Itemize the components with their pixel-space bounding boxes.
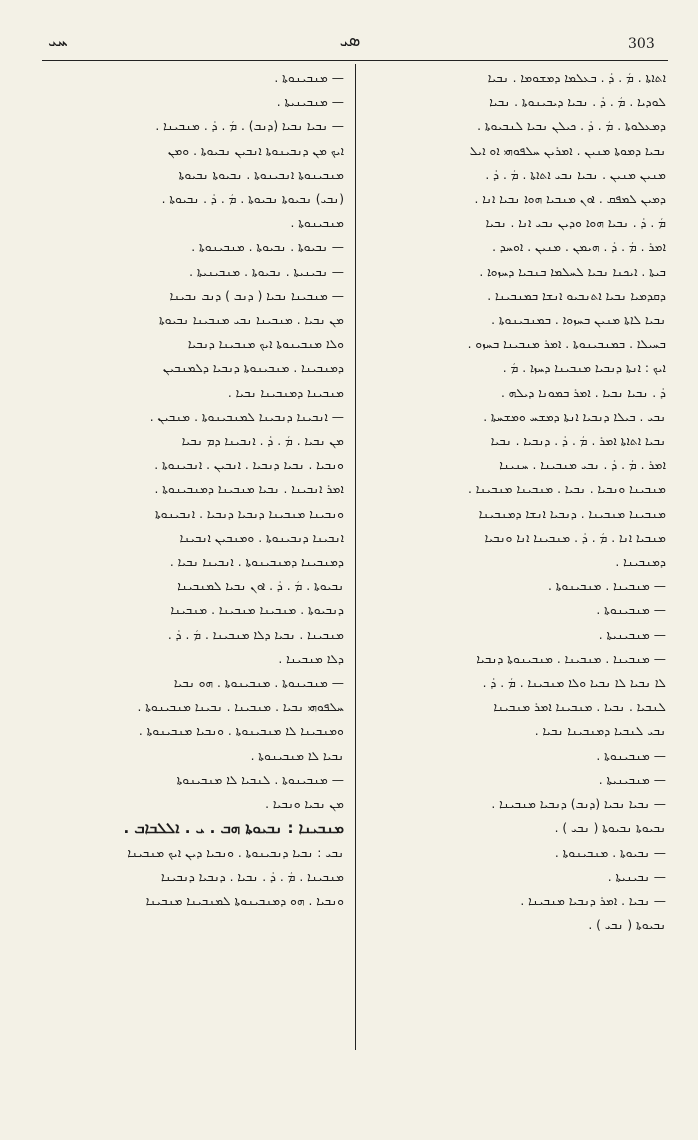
running-head-center: ܣܝ xyxy=(339,30,361,51)
text-line: — ܢܒܝܘܬܐ . ܡܢܒܝܢܘܬܐ . xyxy=(554,845,666,860)
text-line: — ܡܢܒܝܢܝܬܐ . xyxy=(276,95,344,110)
text-line: — ܡܢܒܝܢܐ . ܡܢܒܝܢܐ . ܡܢܒܝܢܘܬܐ ܕܢܒܝܐ xyxy=(476,651,666,666)
text-line: ܡܢܒܝܢܐ . ܡܿ . ܕ̇ . ܢܒܝܐ . ܕܢܒܝܐ ܕܢܒܝܢܐ xyxy=(160,869,344,884)
text-line: ܕܠܐ ܡܢܒܝܢܐ . xyxy=(278,651,344,666)
text-line: ܘܢܒܝܐ . ܢܒܝܐ ܕܢܒܝܐ . ܐܢܒܝܢ . ܐܢܒܝܢܘܬܐ . xyxy=(154,458,344,473)
text-line: ܡܢܝܢ ܡܢܝܢ . ܢܒܝܐ ܢܒܝ ܐܬܐܬܐ . ܡܿ . ܕ̇ . xyxy=(485,167,666,182)
text-line: — ܢܒܝܐ ܢܒܝܐ (ܕܢܒ) ܕܢܒܝܐ ܡܢܒܝܢܐ . xyxy=(491,797,666,812)
text-line: ܕܡܢܒܝܢܐ ܕܡܢܒܝܢܘܬܐ . ܐܢܒܝܢܐ ܢܒܝܐ . xyxy=(169,555,344,570)
text-line: ܡܢ ܢܒܝܐ . ܡܢܒܝܢܐ ܢܒܝ ܡܢܒܝܢܐ ܢܒܝܘܬܐ xyxy=(158,313,344,328)
text-line: ܕܡܢܒܝܢܐ . xyxy=(615,555,666,570)
text-line: ܡܿ . ܕ̇ . ܢܒܝܐ ܗܘܐ ܘܕܝܢ ܢܒܝ ܐܢܐ . ܢܒܝܐ xyxy=(485,216,666,231)
text-line: ܢܒܝܐ ܐܬܐܬܐ ܐܡܪ . ܡܿ . ܕ̇ . ܕܢܒܝܐ . ܢܒܝܐ xyxy=(490,434,666,449)
text-line: ܡܢܒܝܢܐ . ܢܒܝܐ ܕܠܐ ܡܢܒܝܢܐ . ܡܿ . ܕ̇ . xyxy=(167,627,344,642)
text-line: ܐܡܪ . ܡܿ . ܕ̇ . ܢܒܝ ܡܢܒܝܢܐ . ܚܢܝܢܐ xyxy=(499,458,666,473)
text-line: ܢܒܝ ܠܢܒܝܐ ܕܡܢܒܝܢܐ ܢܒܝܐ . xyxy=(534,724,666,739)
left-column xyxy=(44,66,344,1056)
column-divider xyxy=(355,64,356,1050)
text-line: — ܡܢܒܝܢܘܬܐ . xyxy=(274,71,344,85)
text-line: ܐܢܒܝܢܐ ܕܢܒܝܢܘܬܐ . ܘܡܢܒܝܢ ܐܢܒܝܢܐ xyxy=(179,530,344,545)
text-line: — ܡܢܒܝܢܝܬܐ . xyxy=(598,627,666,642)
text-line: ܕܡܢܒܝܢܐ . ܡܢܒܝܢܘܬܐ ܕܢܒܝܐ ܕܠܡܢܒܝܢ xyxy=(162,361,344,376)
text-line: — ܢܒܝܐ . ܐܡܪ ܕܢܒܝܐ ܡܢܒܝܢܐ . xyxy=(520,893,666,908)
text-line: ܕܡܥܠܘܬܐ . ܡܿ . ܕ̇ . ܟܝܠܢ ܢܒܝܐ ܠܢܒܝܘܬܐ . xyxy=(477,119,666,134)
text-line: ܐܡܪ ܐܢܒܝܢܐ . ܢܒܝܐ ܡܢܒܝܢܐ ܕܡܢܒܝܢܘܬܐ . xyxy=(154,482,344,497)
header-rule xyxy=(42,60,668,61)
text-line: — ܢܒܝܢܝܬܐ . xyxy=(607,869,666,884)
running-head-left: ܚܝ xyxy=(48,30,68,51)
text-line: ܚܠܦܘܗܝ ܢܒܝܐ . ܡܢܒܝܢܐ . ܢܒܝܢܐ ܡܢܒܝܢܘܬܐ . xyxy=(137,700,344,715)
text-line: — ܡܢܒܝܢܐ ܢܒܝܐ ( ܕܢܒ ) ܕܢܒ ܢܒܝܢܐ xyxy=(169,288,344,303)
text-line: — ܢܒܝܐ ܢܒܝܐ (ܕܢܒ) . ܡܿ . ܕ̇ . ܡܢܒܝܢܐ . xyxy=(155,119,344,134)
text-line: — ܡܢܒܝܢܘܬܐ . xyxy=(596,748,666,763)
text-line: ܢܒܝ . ܒܝܠܐ ܕܢܒܝܐ ܐܢܬܐ ܕܡܫܚ ܘܡܫܚܬܐ . xyxy=(483,409,666,424)
text-line: ܠܘܕܝܐ . ܡܿ . ܕ̇ . ܢܒܝܐ ܕܝܒܝܢܘܬܐ . ܢܒܝܐ xyxy=(489,95,666,110)
text-line: — ܢܒܝܢܝܬܐ . ܢܒܝܘܬܐ . ܡܢܒܝܢܝܬܐ . xyxy=(189,264,344,279)
text-line: ܢܒܝܘܬܐ . ܡܿ . ܕ̇ . ܐܘܢ ܢܒܝܐ ܠܡܢܒܝܢܐ xyxy=(177,579,344,594)
text-line: ܢܒܝ : ܢܒܝܐ ܕܢܒܝܢܘܬܐ . ܘܢܒܝܐ ܕܝܢ ܐܝܟ ܡܢܒܝܢܐ xyxy=(127,845,344,860)
text-line: — ܡܢܒܝܢܘܬܐ . ܡܢܒܝܢܘܬܐ . ܗܘ ܢܒܝܐ xyxy=(173,676,344,691)
text-line: ܢܒܝܐ ܕܡܘܬܐ ܡܢܝܢ . ܐܡܪܝܢ ܚܠܦܘܗܝ ܐܘ ܐܝܠ xyxy=(469,143,666,158)
text-line: (ܢܒܝ) ܢܒܝܘܬܐ ܢܒܝܘܬܐ . ܡܿ . ܕ̇ . ܢܒܝܘܬܐ . xyxy=(161,192,344,207)
text-line: ܡܢܒܝܢܘܬܐ . xyxy=(290,216,344,231)
text-line: ܢܒܝܘܬܐ ( ܢܒܝ ) . xyxy=(588,918,666,933)
right-column xyxy=(370,66,666,1056)
text-line: ܐܝܟ ܡܢ ܕܢܒܝܢܘܬܐ ܐܢܒܝܢ ܢܒܝܘܬܐ . ܘܡܢ xyxy=(167,143,344,158)
text-line: ܘܢܒܝܢܐ ܡܢܒܝܢܐ ܕܢܒܝܐ ܕܢܒܝܐ . ܐܢܒܝܢܘܬܐ xyxy=(154,506,344,521)
text-line: ܕܡܝܢ ܠܡܦܩ . ܐܘܢ ܡܢܒܝܐ ܗܘܐ ܢܒܝܐ ܐܢܐ . xyxy=(474,192,666,207)
text-line: ܡܢܒܝܢܐ : ܢܒܝܘܬܐ ܗܒ . ܝ . ܐܠܠܒܐܒ . xyxy=(123,819,344,838)
text-line: ܡܢܒܝܢܐ ܘܢܒܝܐ . ܢܒܝܐ . ܡܢܒܝܢܐ ܡܢܒܝܢܐ . xyxy=(468,482,666,497)
text-line: ܒܚܝܠܐ . ܒܡܢܒܝܢܘܬܐ . ܐܡܪ ܡܢܒܝܢܐ ܒܚܙܘ . xyxy=(467,337,666,352)
text-line: ܕܩܕܡܝܐ ܢܒܝܐ ܐܬܢܒܝܘ ܐܢܫܐ ܒܡܢܒܝܢܐ . xyxy=(487,288,666,303)
text-line: — ܡܢܒܝܢܘܬܐ . ܠܢܒܝܐ ܠܐ ܡܢܒܝܢܘܬܐ xyxy=(176,772,344,787)
text-line: — ܐܢܒܝܢܐ ܕܢܒܝܢܐ ܠܡܢܒܝܢܘܬܐ . ܡܢܒܝܢ . xyxy=(149,409,344,424)
text-line: ܡܢܒܝܐ ܐܢܐ . ܡܿ . ܕ̇ . ܡܢܒܝܢܐ ܐܢܐ ܘܢܒܝܐ xyxy=(484,530,666,545)
text-line: ܘܢܒܝܐ . ܗܘ ܕܡܢܒܝܢܘܬܐ ܠܡܢܒܝܢܐ ܡܢܒܝܢܐ xyxy=(145,893,344,908)
text-line: ܠܢܒܝܐ . ܢܒܝܐ . ܡܢܒܝܢܐ ܐܡܪ ܡܢܒܝܢܐ xyxy=(493,700,666,715)
text-line: ܕ̇ . ܢܒܝܐ ܢܒܝܐ . ܐܡܪ ܒܡܘܢܐ ܕܝܠܗ . xyxy=(500,385,666,400)
text-line: ܐܝܟ : ܐܢܬܐ ܕܢܒܝܐ ܡܢܒܝܢܐ ܕܚܙܐ . ܡܿ . xyxy=(502,361,666,376)
text-line: — ܢܒܝܘܬܐ . ܢܒܝܘܬܐ . ܡܢܒܝܢܘܬܐ . xyxy=(191,240,344,255)
text-line: ܘܡܢܒܝܢܐ ܠܐ ܡܢܒܝܢܘܬܐ . ܘܢܒܝܐ ܡܢܒܝܢܘܬܐ . xyxy=(138,724,344,739)
text-line: ܢܒܝܐ ܠܐܬܐ ܡܢܝܢ ܒܚܙܘܐ . ܒܡܢܒܝܢܘܬܐ . xyxy=(491,313,666,328)
text-line: ܕܢܒܝܘܬܐ . ܡܢܒܝܢܐ ܡܢܒܝܢܐ . ܡܢܒܝܢܐ xyxy=(170,603,344,618)
text-line: ܒܝܬܐ . ܐܝܟܢܐ ܢܒܝܐ ܠܚܠܡܐ ܒܢܒܝܐ ܕܚܙܘܐ . xyxy=(479,264,666,279)
text-line: ܡܢܒܝܢܘܬܐ ܐܢܒܝܢܘܬܐ . ܢܒܝܘܬܐ ܢܒܝܘܬܐ xyxy=(178,167,344,182)
text-line: ܡܢܒܝܢܐ ܕܡܢܒܝܢܐ ܢܒܝܐ . xyxy=(227,385,344,400)
text-line: ܡܢܒܝܢܐ ܡܢܒܝܢܐ . ܕܢܒܝܐ ܐܢܫܐ ܕܡܢܒܝܢܐ xyxy=(478,506,666,521)
text-line: ܐܬܐܬܐ . ܡܿ . ܕ̇ . ܒܥܠܡܐ ܕܡܫܘܡܐ . ܢܒܝܐ xyxy=(487,71,666,85)
page-number: 303 xyxy=(628,36,655,52)
text-line: ܢܒܝܐ ܠܐ ܡܢܒܝܢܘܬܐ . xyxy=(250,748,344,763)
text-line: — ܡܢܒܝܢܘܬܐ . xyxy=(596,603,666,618)
text-line: ܐܡܪ . ܡܿ . ܕ̇ . ܗܝܡܢ . ܡܢܝܢ . ܐܘܚܕ . xyxy=(492,240,666,255)
text-line: ܠܐ ܢܒܝܐ ܠܐ ܢܒܝܐ ܘܠܐ ܡܢܒܝܢܐ . ܡܿ . ܕ̇ . xyxy=(482,676,666,691)
text-line: ܘܠܐ ܡܢܒܝܢܘܬܐ ܐܝܟ ܡܢܒܝܢܐ ܕܢܒܝܐ xyxy=(187,337,344,352)
text-line: ܡܢ ܢܒܝܐ ܘܢܒܝܐ . xyxy=(265,797,344,812)
text-line: ܡܢ ܢܒܝܐ . ܡܿ . ܕ̇ . ܐܢܒܝܢܐ ܕܡ ܢܒܝܐ xyxy=(181,434,344,449)
text-line: ܢܒܝܘܬܐ ܢܒܝܘܬܐ ( ܢܒܝ ) . xyxy=(554,821,666,836)
text-line: — ܡܢܒܝܢܐ . ܡܢܒܝܢܘܬܐ . xyxy=(547,579,666,594)
text-line: — ܡܢܒܝܢܝܬܐ . xyxy=(598,772,666,787)
